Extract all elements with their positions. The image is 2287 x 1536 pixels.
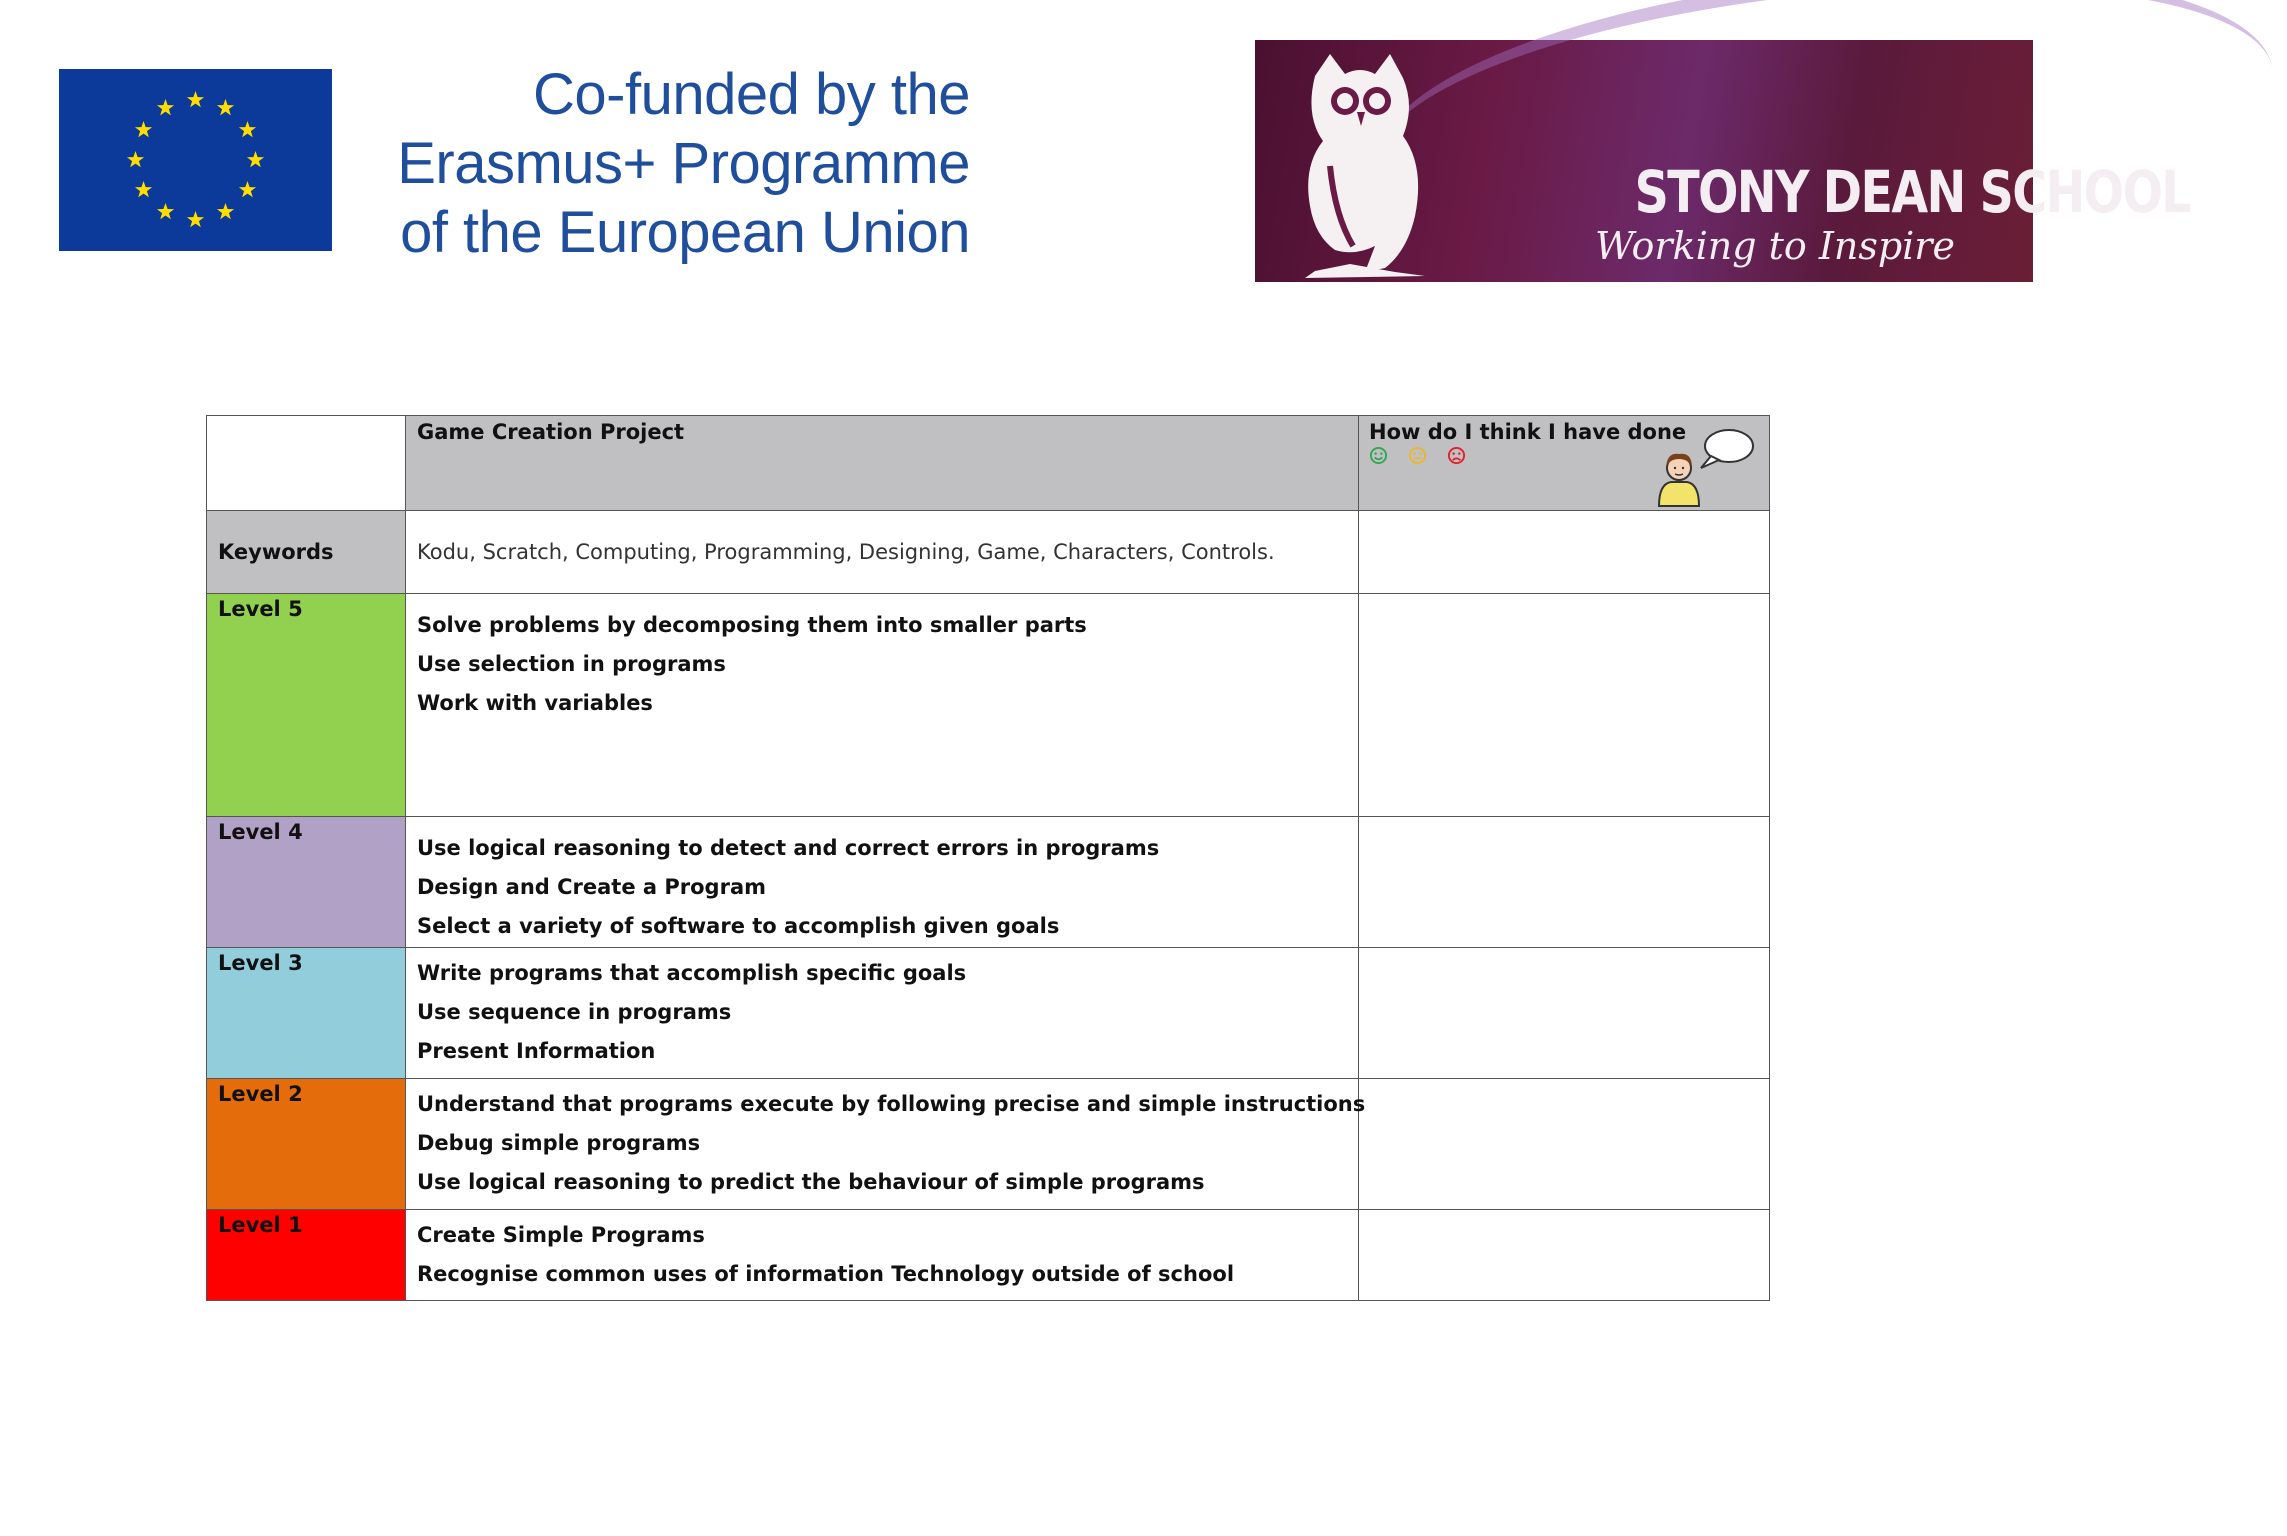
header-blank-cell [207,416,406,511]
level-4-assessment-cell[interactable] [1359,817,1770,948]
face-icons [1369,446,1466,465]
criterion-item: Use sequence in programs [417,1000,732,1024]
level-2-criteria-cell [406,1079,1366,1210]
criterion-item: Create Simple Programs [417,1223,705,1247]
keywords-label-cell [207,511,406,594]
level-1-row [207,1210,1770,1301]
eu-logo-line-3: of the European Union [400,200,970,265]
level-1-label-cell [207,1210,406,1301]
header-title-cell [406,416,1359,511]
level-3-label: Level 3 [218,951,303,975]
eu-logo-text [370,60,970,267]
level-4-row [207,817,1770,948]
level-2-label: Level 2 [218,1082,303,1106]
eu-flag-logo [59,69,332,251]
level-3-row [207,948,1770,1079]
keywords-text: Kodu, Scratch, Computing, Programming, Designing, Game, Characters, Controls. [406,511,1359,594]
self-assessment-header: How do I think I have done [1369,420,1687,444]
level-5-criteria-cell [406,594,1359,817]
level-5-assessment-cell[interactable] [1359,594,1770,817]
criterion-item: Solve problems by decomposing them into smaller parts [417,613,1087,637]
level-1-criteria-cell [406,1210,1359,1301]
criterion-item: Design and Create a Program [417,875,767,899]
criterion-item: Recognise common uses of information Technology outside of school [417,1262,1235,1286]
assessment-table [206,415,1770,1301]
level-5-label-cell [207,594,406,817]
criterion-item: Understand that programs execute by following precise and simple instructions [417,1092,1366,1116]
keywords-assessment-cell [1359,511,1770,594]
criterion-item: Use selection in programs [417,652,726,676]
criterion-item: Select a variety of software to accomplish given goals [417,914,1060,938]
level-4-label-cell [207,817,406,948]
sad-face-icon [1447,446,1466,465]
level-5-label: Level 5 [218,597,303,621]
owl-icon [1275,46,1445,278]
project-title: Game Creation Project [417,420,685,444]
level-5-row [207,594,1770,817]
level-3-label-cell [207,948,406,1079]
keywords-row [207,511,1770,594]
criterion-item: Work with variables [417,691,653,715]
level-4-criteria-cell [406,817,1359,948]
eu-logo-line-1: Co-funded by the [533,62,970,127]
level-2-row [207,1079,1770,1210]
girl-thinking-icon [1649,426,1761,510]
level-3-assessment-cell[interactable] [1359,948,1770,1079]
eu-logo-line-2: Erasmus+ Programme [397,131,970,196]
school-logo-banner [1255,40,2190,282]
criterion-item: Write programs that accomplish specific goals [417,961,967,985]
level-2-label-cell [207,1079,406,1210]
keywords-label: Keywords [218,540,334,564]
school-motto: Working to Inspire [1595,224,1955,268]
criterion-item: Debug simple programs [417,1131,701,1155]
table-header-row [207,416,1770,511]
level-2-assessment-cell[interactable] [1359,1079,1770,1210]
self-assessment-header-cell [1359,416,1770,511]
criterion-item: Present Information [417,1039,656,1063]
level-1-label: Level 1 [218,1213,303,1237]
criterion-item: Use logical reasoning to detect and correct errors in programs [417,836,1160,860]
level-4-label: Level 4 [218,820,303,844]
level-3-criteria-cell [406,948,1359,1079]
neutral-face-icon [1408,446,1427,465]
level-1-assessment-cell[interactable] [1359,1210,1770,1301]
school-name: STONY DEAN SCHOOL [1634,158,2190,226]
happy-face-icon [1369,446,1388,465]
criterion-item: Use logical reasoning to predict the behaviour of simple programs [417,1170,1205,1194]
